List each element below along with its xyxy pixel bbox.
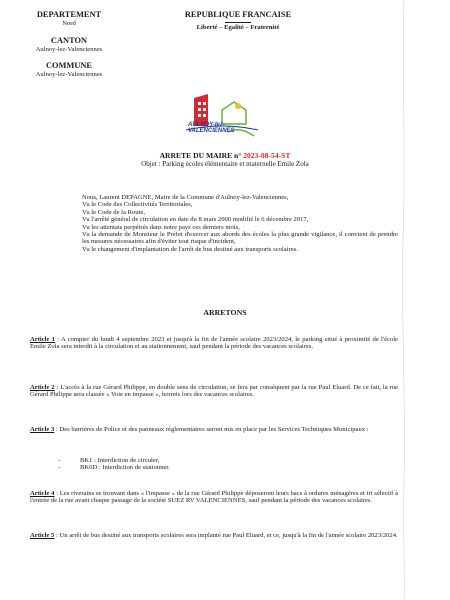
header-left [14,10,124,79]
signs-list [58,457,358,472]
canton-name: Aulnoy-lez-Valenciennes [35,45,103,53]
article-text: : A compter du lundi 4 septembre 2023 et jusqu'à la fin de l'année scolaire 2023/2024, le parking situé à proximité de l'école Emile Zola sera interdit à la circulation et au stationnement, sauf pendant la période des vacances scolaires. [30,336,398,351]
sign-code: BK6D [80,464,98,472]
article-label: Article 2 [30,384,55,391]
scan-edge-line [398,0,410,600]
decree-title-block [60,151,390,169]
commune-title: COMMUNE [45,61,93,71]
preamble-line: Vu le Code de la Route, [82,208,145,216]
bullet-dash: - [58,464,61,472]
decree-title-prefix: ARRETE DU MAIRE n° [159,151,244,160]
article-label: Article 5 [30,532,55,539]
town-logo [182,92,262,144]
header-divider [225,22,251,23]
sign-code: BK1 [80,457,93,464]
sign-desc: : Interdiction de stationner. [97,464,170,472]
preamble-line: Vu l'arrêté général de circulation en date du 8 mars 2000 modifié le 6 décembre 2017, [82,216,309,224]
article-label: Article 4 [30,490,55,497]
article-text: : Des barrières de Police et des panneaux réglementaires seront mis en place par les Services Techniques Municipaux : [54,426,369,433]
header-right [168,10,308,32]
preamble-line: Vu le changement d'implantation de l'arrêt de bus destiné aux transports scolaires. [82,245,298,253]
article-label: Article 1 [30,336,55,343]
sign-desc: : Interdiction de circuler, [92,457,160,464]
canton-title: CANTON [50,35,88,45]
logo-text: AULNOY-lez-VALENCIENNES [188,122,235,134]
preamble-line: Vu la demande de Monsieur le Préfet d'exercer aux abords des écoles la plus grande vigilance, il convient de prendre les mesures nécessaires afin d'éviter tout risque d'incident, [82,231,398,246]
article-2 [30,384,398,399]
article-text: : Les riverains se trouvant dans « l'impasse » de la rue Gérard Philippe déposeront leurs bacs à ordures ménagères et tri sélectif à l'entrée de la rue avant chaque passage de la société SUEZ RV VALENCIENNES, sauf pendant la période des vacances scolaires. [30,490,398,505]
decree-number: 2023-08-54-ST [243,151,291,160]
article-3 [30,426,398,433]
decree-title [60,151,390,160]
article-5 [30,532,398,539]
republic-motto: Liberté – Egalité – Fraternité [196,24,280,31]
arretons-heading: ARRETONS [203,308,247,317]
commune-name: Aulnoy-lez-Valenciennes [35,71,103,79]
article-1 [30,336,398,351]
preamble-line: Nous, Laurent DEPAGNE, Maire de la Commune d'Aulnoy-lez-Valenciennes, [82,194,289,201]
preamble [82,194,398,253]
article-label: Article 3 [30,426,55,433]
preamble-line: Vu le Code des Collectivités Territoriales, [82,201,193,209]
department-title: DEPARTEMENT [36,10,102,19]
article-text: : Un arrêt de bus destiné aux transports scolaires sera implanté rue Paul Eluard, et ce, jusqu'à la fin de l'année scolaire 2023/2024. [54,532,398,539]
preamble-line: Vu les attentats perpétrés dans notre pays ces derniers mois, [82,223,240,231]
town-logo-graphic [182,92,262,144]
article-text: : L'accès à la rue Gérard Philippe, en double sens de circulation, se fera par conséquent par la rue Paul Eluard. De ce fait, la rue Gérard Philippe sera classée « Voie en impasse », hormis lors des vacances scolaires. [30,384,398,399]
bullet-dash: - [58,457,61,464]
sign-item [58,464,358,471]
article-4 [30,490,398,505]
sign-item [58,457,358,464]
republic-title: REPUBLIQUE FRANCAISE [184,10,292,19]
department-name: Nord [62,20,76,27]
decree-object: Objet : Parking écoles élémentaire et maternelle Emile Zola [141,160,309,168]
